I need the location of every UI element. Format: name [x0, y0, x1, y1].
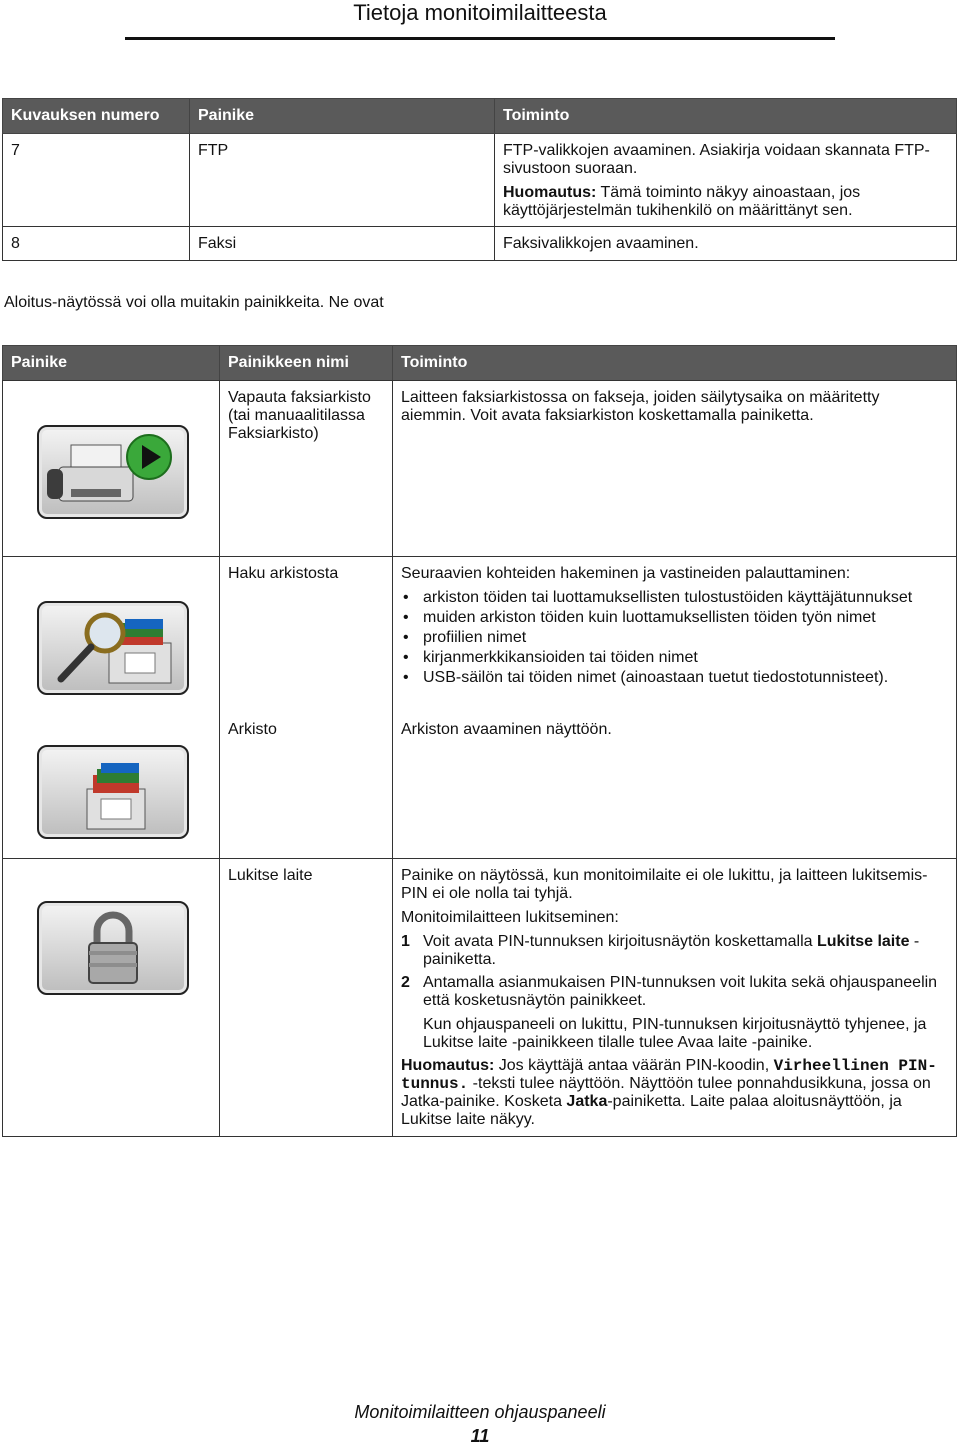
function-text: Painike on näytössä, kun monitoimilaite ei ole lukittu, ja laitteen lukitsemis-PIN ei ole nolla tai tyhjä.	[401, 867, 928, 902]
note-code: Virheellinen PIN-tunnus.	[401, 1057, 937, 1093]
step-bold: Lukitse laite	[816, 933, 910, 950]
step-number: 1	[401, 933, 410, 950]
list-item: • kirjanmerkkikansioiden tai töiden nimet	[423, 649, 948, 667]
column-header: Painikkeen nimi	[220, 346, 393, 381]
step-text: -painiketta.	[423, 933, 920, 968]
note-text: Jos käyttäjä antaa väärän PIN-koodin,	[494, 1057, 774, 1074]
button-name: Haku arkistosta	[220, 557, 393, 713]
note-text: -teksti tulee näyttöön. Näyttöön tulee ponnahdusikkuna, jossa on Jatka-painike. Kosketa	[401, 1075, 931, 1110]
note-text: Tämä toiminto näkyy ainoastaan, jos käyttöjärjestelmän tukihenkilö on määrittänyt sen.	[503, 184, 861, 219]
bullet-list	[401, 589, 948, 687]
page-number: 11	[470, 1426, 490, 1446]
page-title: Tietoja monitoimilaitteesta	[353, 0, 607, 25]
table-row	[3, 713, 957, 859]
note-text: -painiketta. Laite palaa aloitusnäyttöön, ja Lukitse laite näkyy.	[401, 1093, 902, 1128]
padlock-icon[interactable]	[37, 901, 189, 995]
held-jobs-icon[interactable]	[37, 745, 189, 839]
list-item: • USB-säilön tai töiden nimet (ainoastaan tuetut tiedostotunnisteet).	[423, 669, 948, 687]
description-number: 7	[3, 134, 190, 227]
column-header: Kuvauksen numero	[3, 99, 190, 134]
table-row	[3, 134, 957, 227]
step-number: 2	[401, 974, 410, 991]
function-text: FTP-valikkojen avaaminen. Asiakirja voidaan skannata FTP-sivustoon suoraan.	[503, 142, 930, 177]
function-cell	[495, 134, 957, 227]
column-header: Toiminto	[495, 99, 957, 134]
column-header: Toiminto	[393, 346, 957, 381]
button-table-2	[2, 345, 957, 1137]
note	[503, 184, 948, 220]
note	[401, 1057, 948, 1129]
function-text: Monitoimilaitteen lukitseminen:	[401, 909, 619, 926]
icon-cell	[3, 381, 220, 557]
function-cell	[393, 557, 957, 713]
search-held-jobs-icon[interactable]	[37, 601, 189, 695]
button-name: Lukitse laite	[220, 859, 393, 1137]
function-cell	[393, 859, 957, 1137]
icon-cell	[3, 557, 220, 713]
column-header: Painike	[3, 346, 220, 381]
icon-cell	[3, 713, 220, 859]
table-header-row	[3, 346, 957, 381]
function-text: Laitteen faksiarkistossa on fakseja, joiden säilytysaika on määritetty aiemmin. Voit avata faksiarkiston koskettamalla painiketta.	[393, 381, 957, 557]
button-name: Arkisto	[220, 713, 393, 859]
function-text: Arkiston avaaminen näyttöön.	[393, 713, 957, 859]
step-subtext: Kun ohjauspaneeli on lukittu, PIN-tunnuksen kirjoitusnäyttö tyhjenee, ja Lukitse laite -painikkeen tilalle tulee Avaa laite -painike.	[423, 1016, 927, 1051]
list-item: • profiilien nimet	[423, 629, 948, 647]
note-label: Huomautus:	[401, 1057, 495, 1074]
table-row	[3, 227, 957, 261]
intro-text: Aloitus-näytössä voi olla muitakin painikkeita. Ne ovat	[4, 294, 384, 311]
column-header: Painike	[190, 99, 495, 134]
button-table-1	[2, 98, 957, 261]
button-name: FTP	[190, 134, 495, 227]
list-item: • arkiston töiden tai luottamuksellisten tulostustöiden käyttäjätunnukset	[423, 589, 948, 607]
list-item	[401, 933, 948, 969]
step-text: Antamalla asianmukaisen PIN-tunnuksen voit lukita sekä ohjauspaneelin että kosketusnäytön painikkeet.	[423, 974, 938, 1009]
step-list	[401, 933, 948, 1052]
list-item	[401, 974, 948, 1052]
function-text: Faksivalikkojen avaaminen.	[495, 227, 957, 261]
fax-hold-icon[interactable]	[37, 425, 189, 519]
title-rule	[125, 37, 835, 40]
table-header-row	[3, 99, 957, 134]
function-text: Seuraavien kohteiden hakeminen ja vastineiden palauttaminen:	[401, 565, 851, 582]
table-row	[3, 557, 957, 713]
step-text: Voit avata PIN-tunnuksen kirjoitusnäytön koskettamalla	[423, 933, 817, 950]
icon-cell	[3, 859, 220, 1137]
footer-title: Monitoimilaitteen ohjauspaneeli	[354, 1402, 606, 1422]
description-number: 8	[3, 227, 190, 261]
note-bold: Jatka	[566, 1093, 608, 1110]
table-row	[3, 859, 957, 1137]
table-row	[3, 381, 957, 557]
note-label: Huomautus:	[503, 184, 597, 201]
button-name: Vapauta faksiarkisto (tai manuaalitilassa Faksiarkisto)	[220, 381, 393, 557]
list-item: • muiden arkiston töiden kuin luottamuksellisten töiden työn nimet	[423, 609, 948, 627]
button-name: Faksi	[190, 227, 495, 261]
